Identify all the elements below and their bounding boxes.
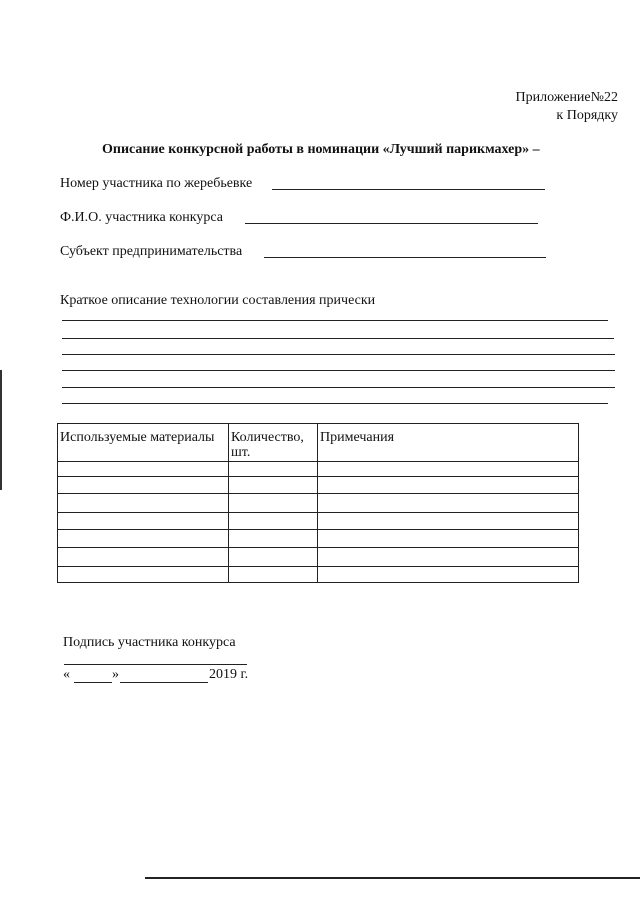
signature-label: Подпись участника конкурса (63, 635, 236, 650)
participant-number-field[interactable] (272, 189, 545, 190)
table-row[interactable] (58, 493, 578, 494)
table-row[interactable] (58, 461, 578, 462)
table-header-quantity: Количество, шт. (231, 430, 304, 460)
table-row[interactable] (58, 529, 578, 530)
table-column-divider (228, 424, 229, 582)
date-open-quote: « (63, 667, 70, 682)
description-line-2[interactable] (62, 338, 614, 339)
participant-number-label: Номер участника по жеребьевке (60, 176, 253, 191)
table-row[interactable] (58, 512, 578, 513)
date-close-quote: » (112, 667, 119, 682)
appendix-reference: к Порядку (556, 108, 618, 123)
table-header-materials: Используемые материалы (60, 430, 215, 445)
table-row[interactable] (58, 476, 578, 477)
business-subject-label: Субъект предпринимательства (60, 244, 243, 259)
description-line-1[interactable] (62, 320, 608, 321)
scan-edge-mark (0, 370, 2, 490)
description-label: Краткое описание технологии составления прически (60, 293, 376, 308)
participant-name-label: Ф.И.О. участника конкурса (60, 210, 223, 225)
appendix-number: Приложение№22 (515, 90, 618, 105)
table-row[interactable] (58, 566, 578, 567)
participant-name-field[interactable] (245, 223, 538, 224)
date-day-field[interactable] (74, 682, 112, 683)
date-year: 2019 г. (209, 667, 249, 682)
description-line-6[interactable] (62, 403, 608, 404)
description-line-3[interactable] (62, 354, 615, 355)
scan-bottom-line (145, 877, 640, 879)
signature-field[interactable] (64, 664, 247, 665)
business-subject-field[interactable] (264, 257, 546, 258)
materials-table (57, 423, 579, 583)
table-row[interactable] (58, 547, 578, 548)
table-column-divider (317, 424, 318, 582)
table-header-notes: Примечания (320, 430, 395, 445)
document-title: Описание конкурсной работы в номинации «Лучший парикмахер» – (102, 142, 540, 157)
date-month-field[interactable] (120, 682, 208, 683)
description-line-4[interactable] (62, 370, 615, 371)
description-line-5[interactable] (62, 387, 615, 388)
